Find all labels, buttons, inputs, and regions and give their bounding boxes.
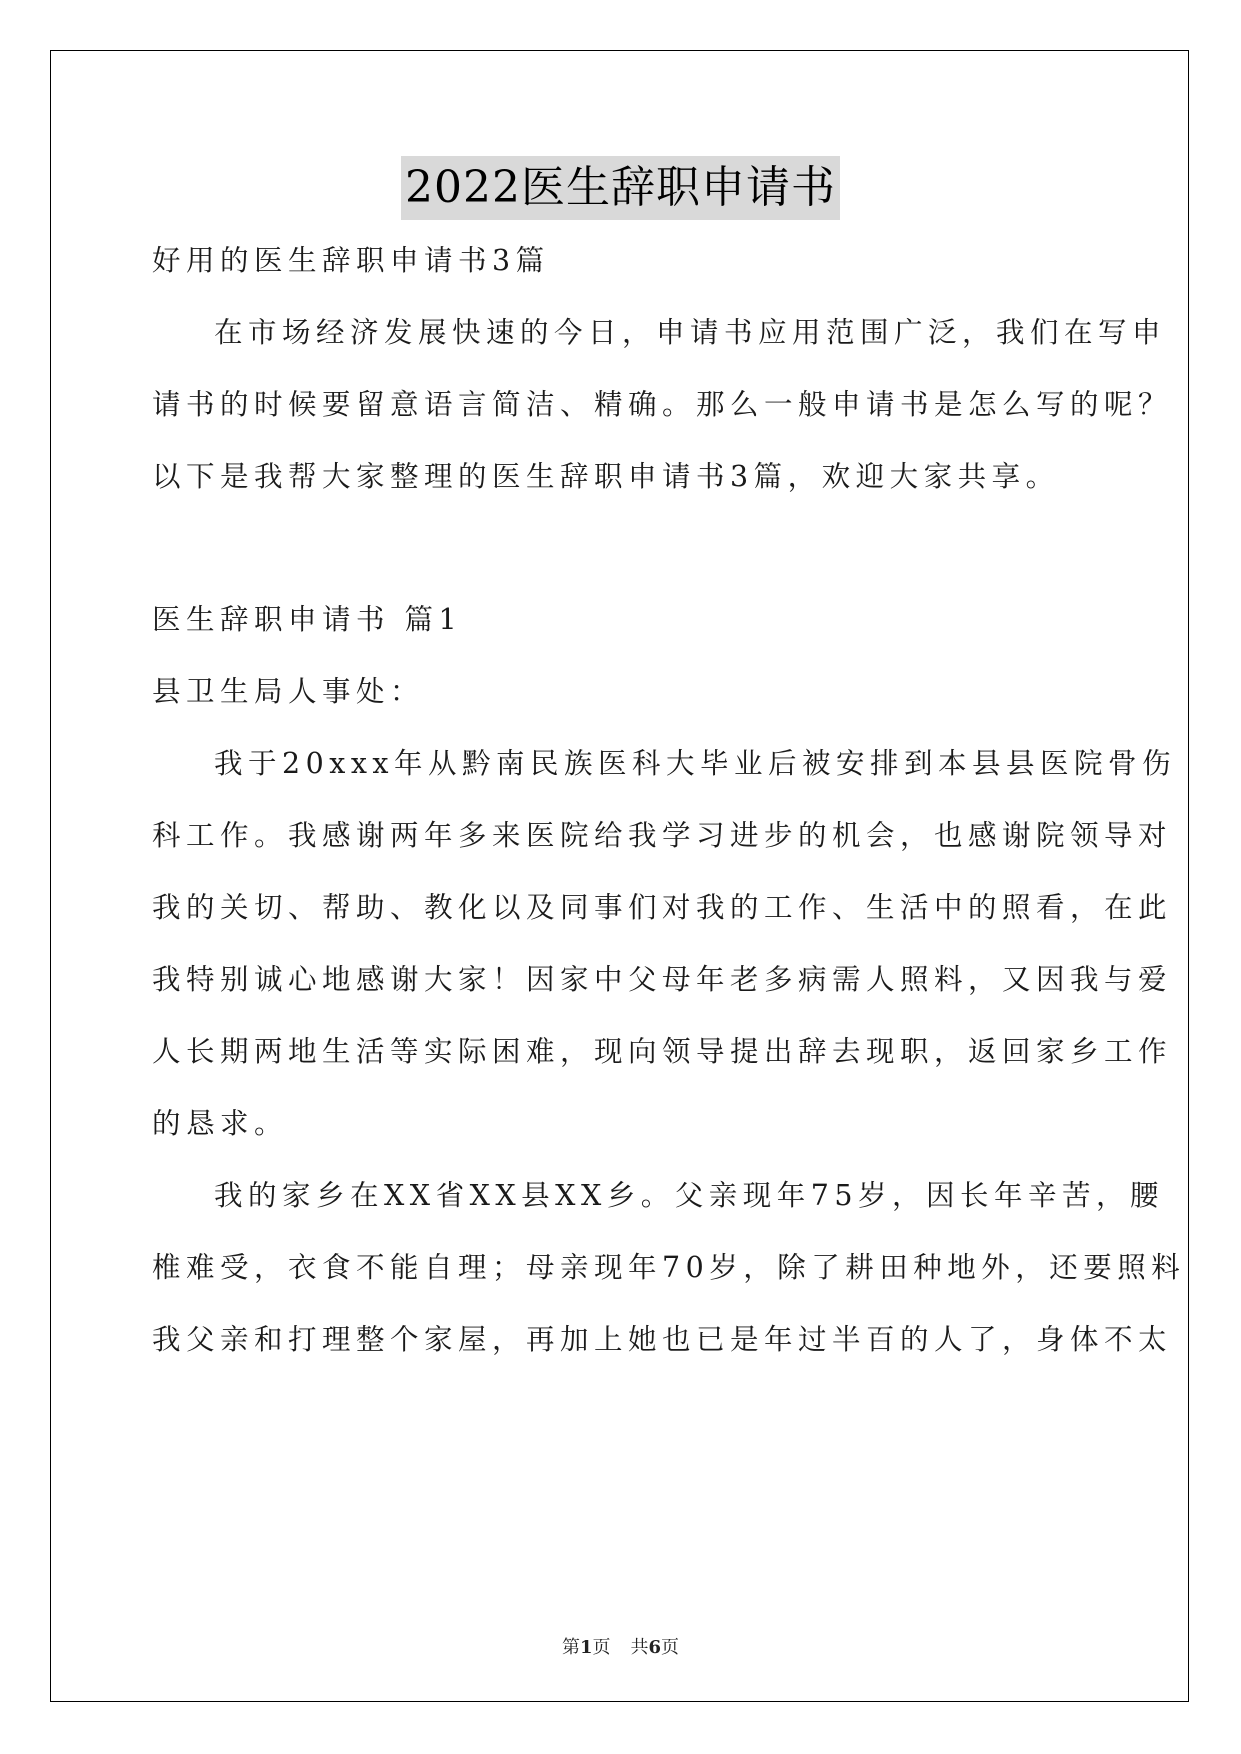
subtitle: 好用的医生辞职申请书3篇 xyxy=(152,244,550,277)
paragraph-line: 人长期两地生活等实际困难，现向领导提出辞去现职，返回家乡工作 xyxy=(152,1035,1173,1068)
title-container xyxy=(0,156,1241,220)
salutation: 县卫生局人事处： xyxy=(152,675,425,708)
page-footer xyxy=(0,1633,1241,1659)
intro-line: 在市场经济发展快速的今日，申请书应用范围广泛，我们在写申 xyxy=(214,316,1167,349)
paragraph-line: 我的家乡在XX省XX县XX乡。父亲现年75岁，因长年辛苦，腰 xyxy=(214,1179,1165,1212)
page-total: 6 xyxy=(648,1637,662,1658)
paragraph-line: 我的关切、帮助、教化以及同事们对我的工作、生活中的照看，在此 xyxy=(152,891,1173,924)
section-heading: 医生辞职申请书 篇1 xyxy=(152,603,463,636)
page-suffix: 页 xyxy=(592,1637,611,1658)
intro-line: 以下是我帮大家整理的医生辞职申请书3篇，欢迎大家共享。 xyxy=(152,460,1060,493)
page-current: 1 xyxy=(579,1637,593,1658)
paragraph-line: 科工作。我感谢两年多来医院给我学习进步的机会，也感谢院领导对 xyxy=(152,819,1173,852)
paragraph-line: 我特别诚心地感谢大家！因家中父母年老多病需人照料，又因我与爱 xyxy=(152,963,1173,996)
paragraph-line: 的恳求。 xyxy=(152,1107,289,1140)
paragraph-line: 我于20xxx年从黔南民族医科大毕业后被安排到本县县医院骨伤 xyxy=(214,747,1176,780)
paragraph-line: 我父亲和打理整个家屋，再加上她也已是年过半百的人了，身体不太 xyxy=(152,1323,1173,1356)
document-title: 2022医生辞职申请书 xyxy=(401,156,840,220)
paragraph-line: 椎难受，衣食不能自理；母亲现年70岁，除了耕田种地外，还要照料 xyxy=(152,1251,1186,1284)
total-suffix: 页 xyxy=(661,1637,680,1658)
intro-line: 请书的时候要留意语言简洁、精确。那么一般申请书是怎么写的呢？ xyxy=(152,388,1173,421)
page-prefix: 第 xyxy=(561,1637,580,1658)
total-prefix: 共 xyxy=(630,1637,649,1658)
page-border xyxy=(50,50,1189,1702)
